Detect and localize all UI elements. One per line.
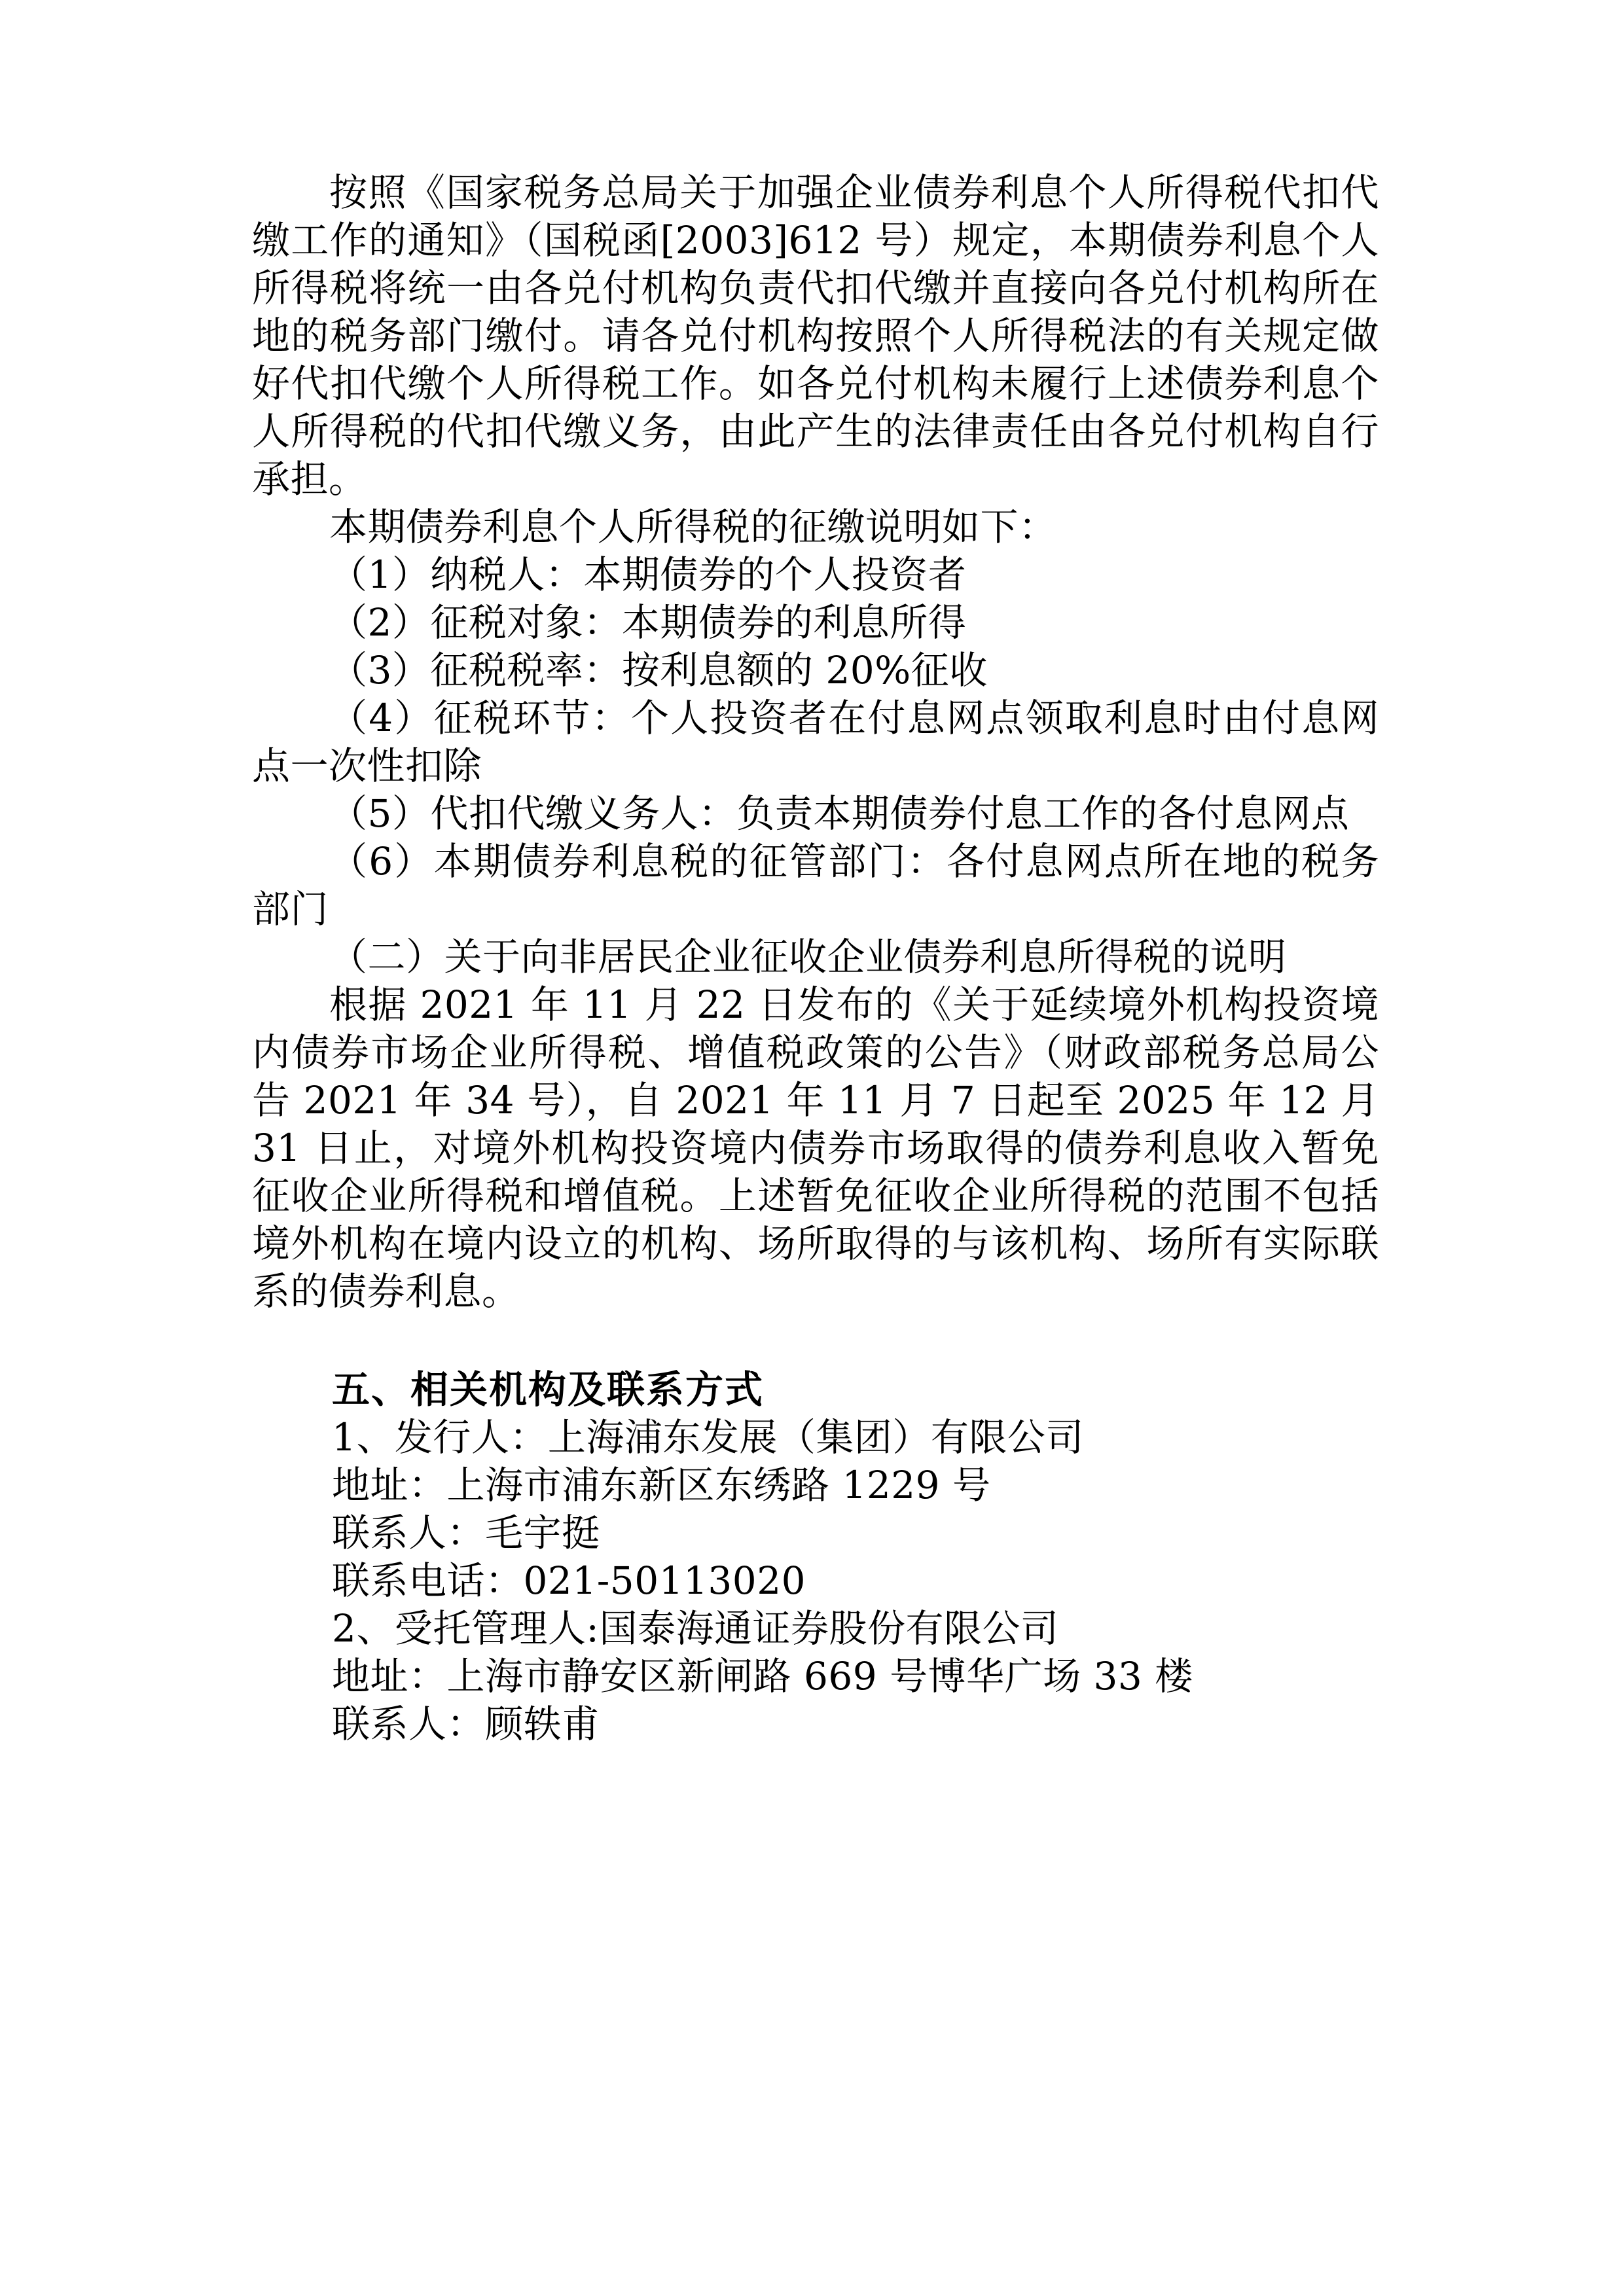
contact-section [252,1366,1379,1748]
contact-line-trustee-name: 2、受托管理人:国泰海通证券股份有限公司 [332,1606,1059,1651]
section-heading-related-institutions: 五、相关机构及联系方式 [332,1367,765,1412]
paragraph-collection-intro: 本期债券利息个人所得税的征缴说明如下： [329,505,1057,549]
list-item-taxpayer: （1）纳税人：本期债券的个人投资者 [329,552,967,597]
list-item-withholding-agent: （5）代扣代缴义务人：负责本期债券付息工作的各付息网点 [329,791,1350,836]
contact-line-issuer-contact: 联系人：毛宇挺 [332,1511,600,1555]
contact-line-issuer-name: 1、发行人：上海浦东发展（集团）有限公司 [332,1415,1084,1460]
list-item-tax-object: （2）征税对象：本期债券的利息所得 [329,600,967,645]
contact-line-trustee-address: 地址：上海市静安区新闸路 669 号博华广场 33 楼 [332,1654,1193,1698]
list-item-tax-rate: （3）征税税率：按利息额的 20%征收 [329,648,988,692]
document-text-block [252,169,1379,1748]
contact-line-trustee-contact: 联系人：顾轶甫 [332,1702,600,1746]
paragraph-nonresident-policy: 根据 2021 年 11 月 22 日发布的《关于延续境外机构投资境内债券市场企业所得税、增值税政策的公告》（财政部税务总局公告 2021 年 34 号），自 2021 年 11 月 7 日起至 2025 年 12 月 31 日止，对境外机构投资境内债券市场取得的债券利息收入暂免征收企业所得税和增值税。上述暂免征收企业所得税的范围不包括境外机构在境内设立的机构、场所取得的与该机构、场所有实际联系的债券利息。 [252,982,1379,1314]
paragraph-tax-withholding-notice: 按照《国家税务总局关于加强企业债券利息个人所得税代扣代缴工作的通知》（国税函[2003]612 号）规定，本期债券利息个人所得税将统一由各兑付机构负责代扣代缴并直接向各兑付机构所在地的税务部门缴付。请各兑付机构按照个人所得税法的有关规定做好代扣代缴个人所得税工作。如各兑付机构未履行上述债券利息个人所得税的代扣代缴义务，由此产生的法律责任由各兑付机构自行承担。 [252,170,1379,501]
contact-line-issuer-address: 地址：上海市浦东新区东绣路 1229 号 [332,1463,991,1507]
subsection-heading-nonresident: （二）关于向非居民企业征收企业债券利息所得税的说明 [329,935,1287,979]
contact-line-issuer-phone: 联系电话：021-50113020 [332,1558,806,1603]
list-item-tax-stage: （4）征税环节：个人投资者在付息网点领取利息时由付息网点一次性扣除 [252,696,1379,788]
list-item-admin-authority: （6）本期债券利息税的征管部门：各付息网点所在地的税务部门 [252,839,1379,931]
